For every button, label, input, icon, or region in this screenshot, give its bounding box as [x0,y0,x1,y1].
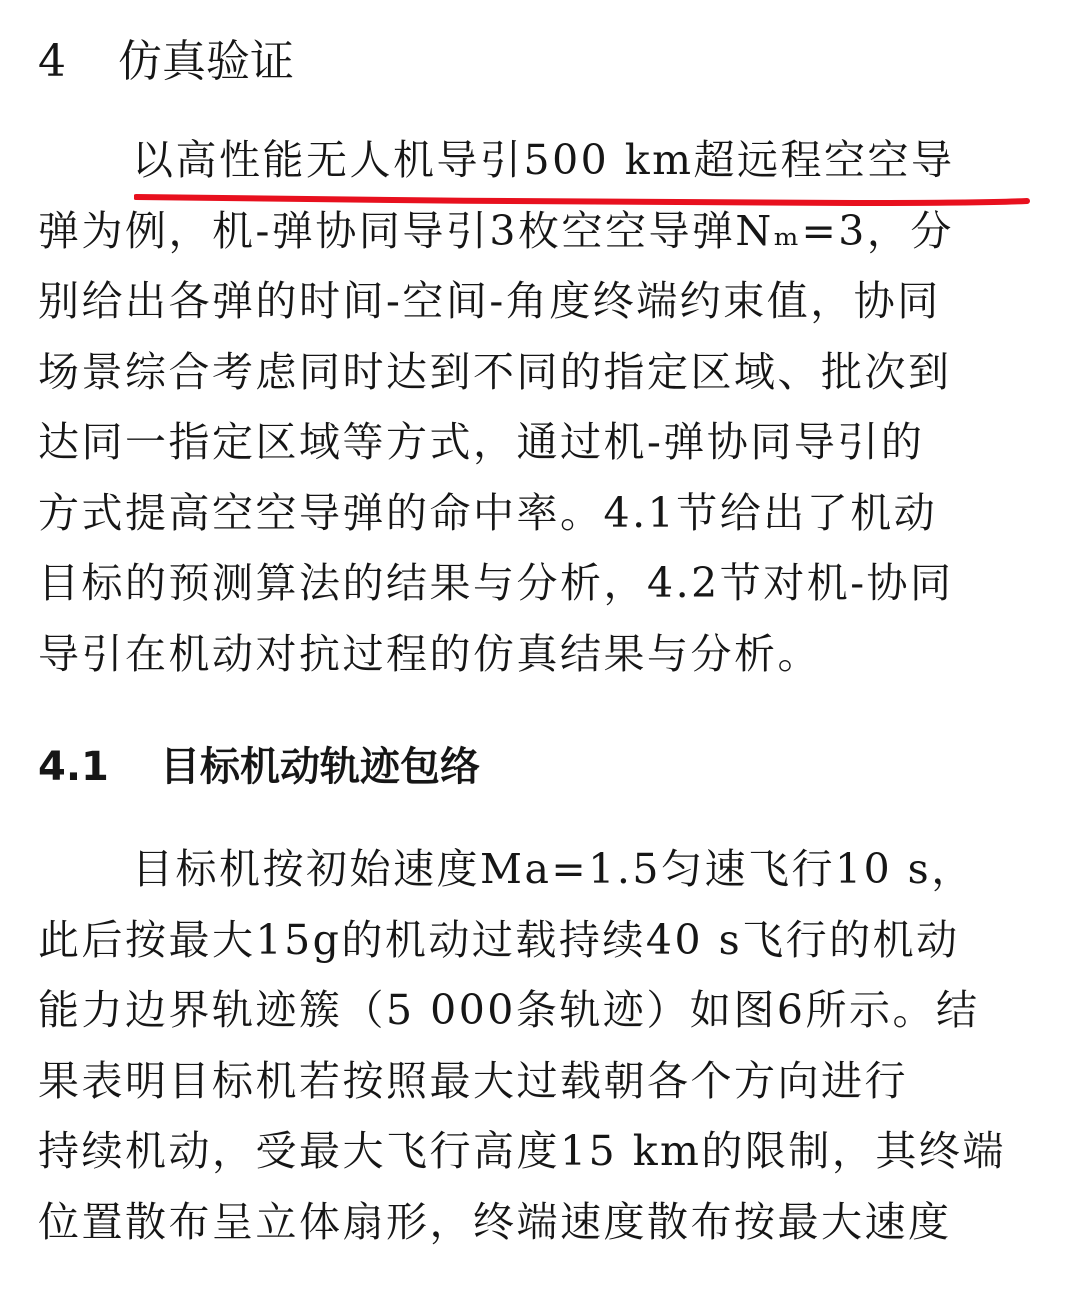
text-line: 果表明目标机若按照最大过载朝各个方向进行 [38,1056,908,1105]
text-line: 位置散布呈立体扇形，终端速度散布按最大速度 [38,1197,952,1246]
paragraph-intro [38,125,1042,689]
text-line: 目标机按初始速度Ma=1.5匀速飞行10 s， [132,845,975,893]
text-line: 方式提高空空导弹的命中率。4.1节给出了机动 [38,488,938,537]
subsection-heading [38,737,480,797]
text-line: 目标的预测算法的结果与分析，4.2节对机-协同 [38,559,954,607]
text-line: 弹为例，机-弹协同导引3枚空空导弹Nₘ=3，分 [38,206,954,255]
text-line: 持续机动，受最大飞行高度15 km的限制，其终端 [38,1127,1006,1175]
text-line: 别给出各弹的时间-空间-角度终端约束值，协同 [38,277,941,325]
text-line: 此后按最大15g的机动过载持续40 s飞行的机动 [38,915,960,964]
text-line: 场景综合考虑同时达到不同的指定区域、批次到 [38,347,952,396]
section-heading [38,30,294,94]
text-line: 导引在机动对抗过程的仿真结果与分析。 [38,629,821,678]
paragraph-trajectory [38,834,1042,1257]
section-title: 仿真验证 [118,36,294,87]
subsection-title: 目标机动轨迹包络 [160,744,480,790]
text-line: 达同一指定区域等方式，通过机-弹协同导引的 [38,418,925,466]
subsection-number: 4.1 [38,744,109,790]
text-line: 能力边界轨迹簇（5 000条轨迹）如图6所示。结 [38,986,980,1034]
red-underline-annotation [134,191,1030,209]
text-line: 以高性能无人机导引500 km超远程空空导 [132,136,955,184]
section-number: 4 [38,36,66,87]
